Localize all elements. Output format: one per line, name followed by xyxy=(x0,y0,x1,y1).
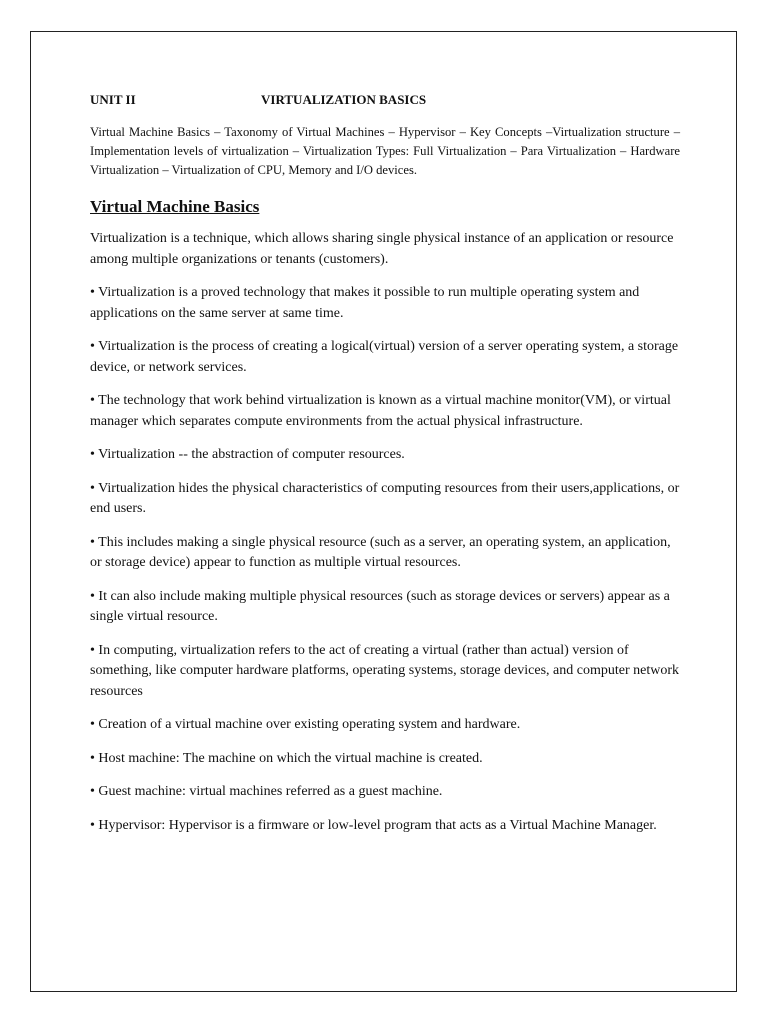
bullet-point: • Virtualization is a proved technology that makes it possible to run multiple operating system and applications on the same server at same time. xyxy=(90,285,640,321)
bullet-point: • This includes making a single physical resource (such as a server, an operating system, an application, or storage device) appear to function as multiple virtual resources. xyxy=(90,534,671,570)
bullet-point: • Creation of a virtual machine over existing operating system and hardware. xyxy=(90,717,521,732)
bullet-list xyxy=(90,283,680,836)
bullet-point: • Virtualization -- the abstraction of computer resources. xyxy=(90,447,405,462)
unit-title: VIRTUALIZATION BASICS xyxy=(261,92,427,107)
bullet-point: • Guest machine: virtual machines referred as a guest machine. xyxy=(90,784,443,799)
syllabus-topics: Virtual Machine Basics – Taxonomy of Virtual Machines – Hypervisor – Key Concepts –Virtualization structure – Implementation levels of virtualization – Virtualization Types: Full Virtualization – Para Virtualization – Hardware Virtualization – Virtualization of CPU, Memory and I/O devices. xyxy=(90,125,680,177)
bullet-point: • It can also include making multiple physical resources (such as storage devices or servers) appear as a single virtual resource. xyxy=(90,588,670,624)
bullet-point: • The technology that work behind virtualization is known as a virtual machine monitor(VM), or virtual manager which separates compute environments from the actual physical infrastructure. xyxy=(90,393,671,429)
intro-paragraph: Virtualization is a technique, which allows sharing single physical instance of an application or resource among multiple organizations or tenants (customers). xyxy=(90,231,674,267)
section-heading: Virtual Machine Basics xyxy=(90,197,260,216)
document-content xyxy=(90,90,680,836)
bullet-point: • Virtualization is the process of creating a logical(virtual) version of a server operating system, a storage device, or network services. xyxy=(90,339,679,375)
bullet-point: • In computing, virtualization refers to the act of creating a virtual (rather than actual) version of something, like computer hardware platforms, operating systems, storage devices, and computer network resources xyxy=(90,642,679,699)
bullet-point: • Host machine: The machine on which the virtual machine is created. xyxy=(90,750,483,766)
bullet-point: • Hypervisor: Hypervisor is a firmware or low-level program that acts as a Virtual Machine Manager. xyxy=(90,817,657,833)
unit-number: UNIT II xyxy=(90,92,136,107)
bullet-point: • Virtualization hides the physical characteristics of computing resources from their users,applications, or end users. xyxy=(90,480,680,516)
unit-header xyxy=(90,90,680,110)
